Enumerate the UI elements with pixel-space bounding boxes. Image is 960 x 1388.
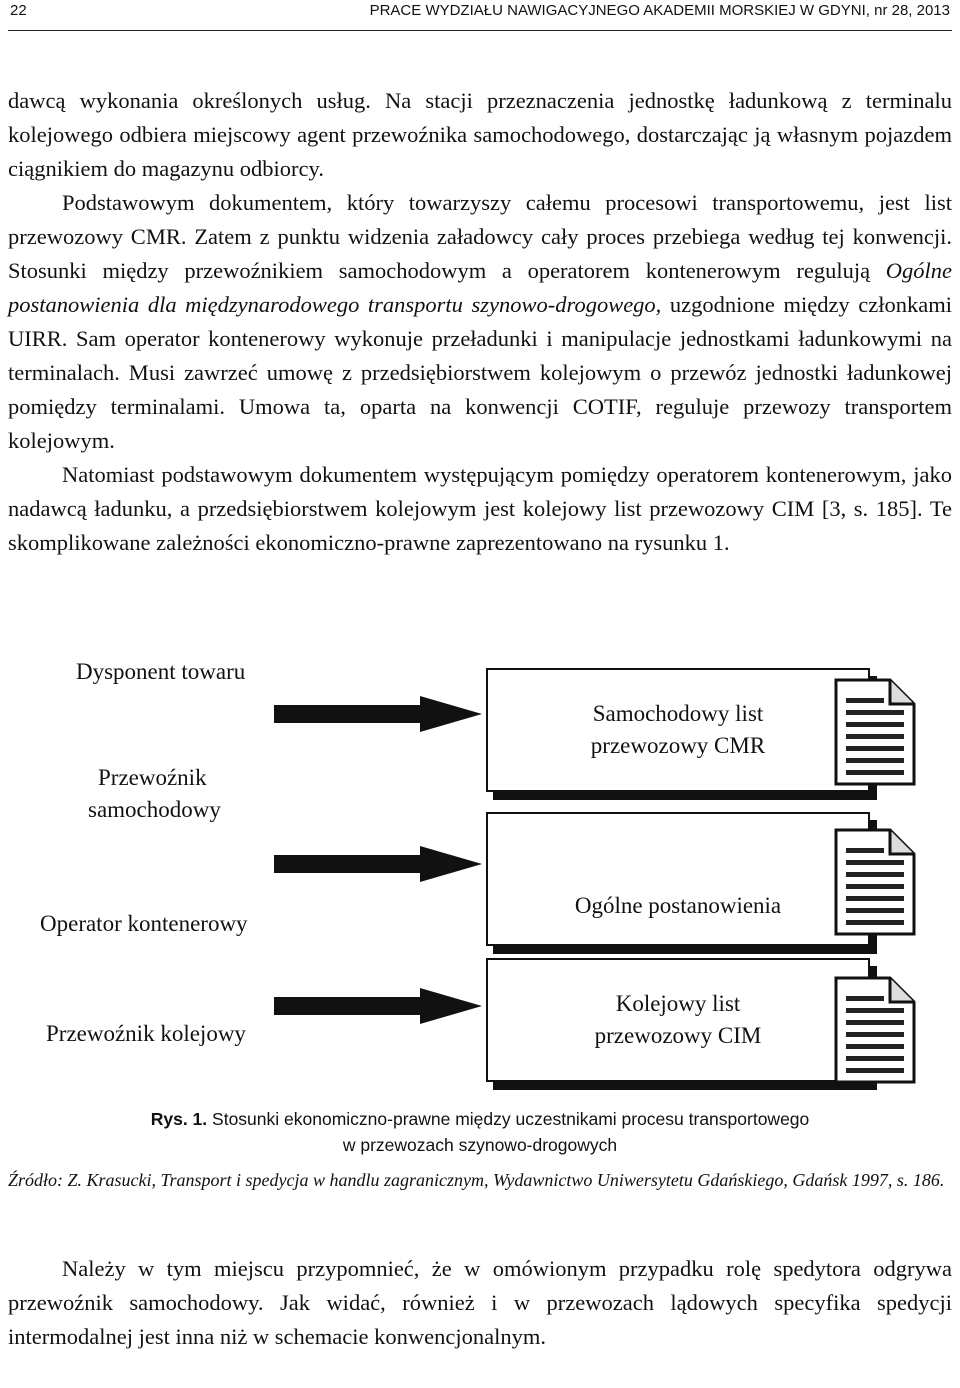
box-cim <box>486 958 870 1082</box>
caption-text-line1: Stosunki ekonomiczno-prawne między uczestnikami procesu transportowego <box>207 1109 810 1129</box>
paragraph-cmr <box>8 186 952 458</box>
paragraph-cmr-part1: Podstawowym dokumentem, który towarzyszy całemu procesowi transportowemu, jest list przewozowy CMR. Zatem z punktu widzenia załadowcy cały proces przebiega według tej konwencji. Stosunki między przewoźnikiem samochodowym a operatorem kontenerowym regulują <box>8 190 952 283</box>
body-text-top <box>8 84 952 560</box>
label-przewoznik-kolejowy: Przewoźnik kolejowy <box>46 1021 246 1046</box>
document-icon <box>832 678 918 788</box>
paragraph-cim: Natomiast podstawowym dokumentem występującym pomiędzy operatorem kontenerowym, jako nadawcą ładunku, a przedsiębiorstwem kolejowym jest kolejowy list przewozowy CIM [3, s. 185]. Te skomplikowane zależności ekonomiczno-prawne zaprezentowano na rysunku 1. <box>8 462 952 555</box>
figure-diagram <box>0 640 960 1110</box>
label-operator-kontenerowy: Operator kontenerowy <box>40 911 248 936</box>
running-title: PRACE WYDZIAŁU NAWIGACYJNEGO AKADEMII MORSKIEJ W GDYNI, nr 28, 2013 <box>369 2 950 19</box>
box-cim-line1: Kolejowy list <box>615 991 741 1016</box>
figure-source: Źródło: Z. Krasucki, Transport i spedycja w handlu zagranicznym, Wydawnictwo Uniwersytetu Gdańskiego, Gdańsk 1997, s. 186. <box>8 1170 945 1190</box>
arrow-right-icon <box>270 844 490 884</box>
caption-text-line2: w przewozach szynowo-drogowych <box>342 1135 618 1155</box>
paragraph-continuation: dawcą wykonania określonych usług. Na stacji przeznaczenia jednostkę ładunkową z terminalu kolejowego odbiera miejscowy agent przewoźnika samochodowego, dostarczając ją własnym pojazdem ciągnikiem do magazynu odbiorcy. <box>8 88 952 181</box>
box-cmr-line1: Samochodowy list <box>592 701 764 726</box>
page-number: 22 <box>10 2 27 19</box>
paragraph-spedytor: Należy w tym miejscu przypomnieć, że w omówionym przypadku rolę spedytora odgrywa przewoźnik samochodowy. Jak widać, również i w przewozach lądowych specyfika spedycji intermodalnej jest inna niż w schemacie konwencjonalnym. <box>8 1256 952 1349</box>
page-header <box>8 0 952 31</box>
paragraph-cmr-part2: uzgodnione między członkami UIRR. Sam operator kontenerowy wykonuje przeładunki i manipulacje jednostkami ładunkowymi na terminalach. Musi zawrzeć umowę z przedsiębiorstwem kolejowym o przewóz jednostki ładunkowej pomiędzy terminalami. Umowa ta, oparta na konwencji COTIF, reguluje przewozy transportem kolejowym. <box>8 292 952 453</box>
box-cmr <box>486 668 870 792</box>
box-ogolne-postanowienia <box>486 812 870 946</box>
box-cmr-line2: przewozowy CMR <box>590 733 766 758</box>
box-cim-line2: przewozowy CIM <box>594 1023 762 1048</box>
caption-label: Rys. 1. <box>150 1109 208 1129</box>
document-icon <box>832 976 918 1086</box>
body-text-bottom <box>8 1252 952 1354</box>
box-ogolne-label: Ogólne postanowienia <box>574 893 782 918</box>
label-przewoznik-line1: Przewoźnik <box>98 765 207 790</box>
label-dysponent-towaru: Dysponent towaru <box>76 659 246 684</box>
figure-caption <box>8 1106 952 1158</box>
arrow-right-icon <box>270 694 490 734</box>
arrow-right-icon <box>270 986 490 1026</box>
document-icon <box>832 828 918 938</box>
label-przewoznik-line2: samochodowy <box>88 797 221 822</box>
caption-line1 <box>8 1106 952 1132</box>
paragraph-cmr-italic: Ogólne postanowienia dla międzynarodowego transportu szynowo-drogowego, <box>8 258 952 317</box>
